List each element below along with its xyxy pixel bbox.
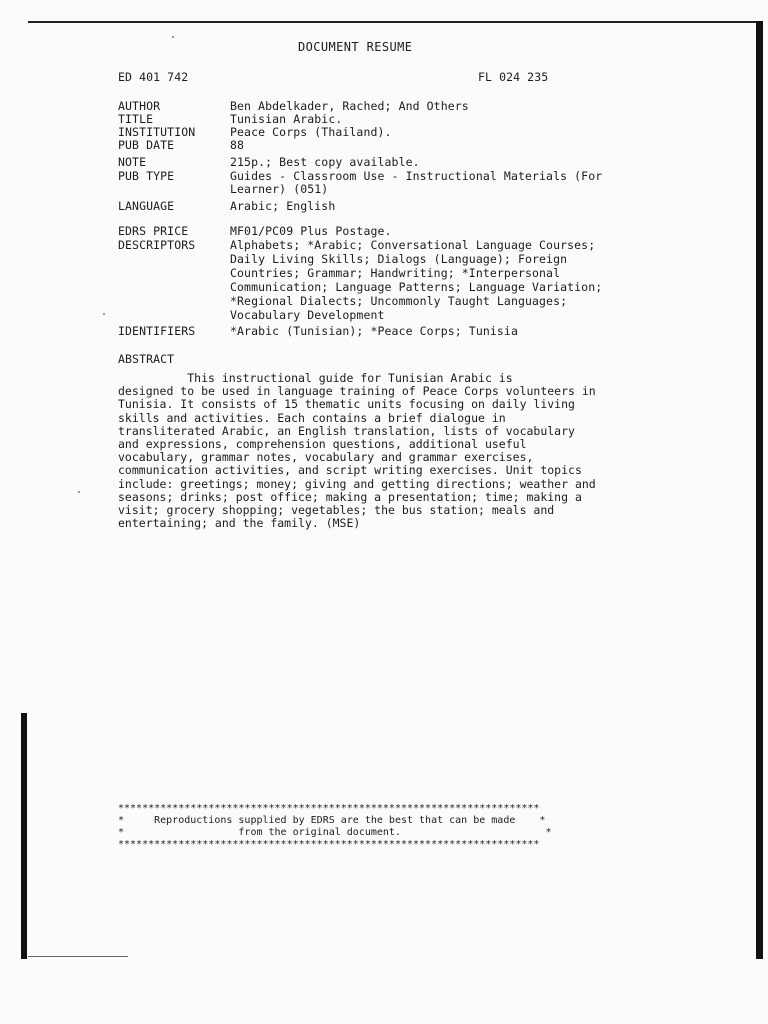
notice-line: * Reproductions supplied by EDRS are the best that can be made * (118, 815, 546, 826)
field-value-pub-type-line2: Learner) (051) (230, 182, 329, 196)
ed-number: ED 401 742 (118, 70, 189, 84)
field-label-pub-type: PUB TYPE (118, 169, 175, 183)
field-label-institution: INSTITUTION (118, 125, 196, 139)
field-label-language: LANGUAGE (118, 199, 175, 213)
abstract-label: ABSTRACT (118, 352, 175, 366)
field-value-identifiers: *Arabic (Tunisian); *Peace Corps; Tunisia (230, 324, 518, 338)
field-label-identifiers: IDENTIFIERS (118, 324, 196, 338)
scan-speck (78, 491, 80, 493)
field-label-note: NOTE (118, 155, 147, 169)
notice-border-top: ********************************************************************** (118, 803, 540, 814)
field-label-edrs-price: EDRS PRICE (118, 224, 189, 238)
abstract-line: This instructional guide for Tunisian Arabic is (118, 371, 513, 385)
notice-line: * from the original document. * (118, 827, 552, 838)
abstract-line: visit; grocery shopping; vegetables; the bus station; meals and (118, 503, 555, 518)
field-value-pub-date: 88 (230, 138, 245, 152)
document-heading: DOCUMENT RESUME (298, 40, 413, 54)
abstract-line: entertaining; and the family. (MSE) (118, 516, 361, 531)
fl-number: FL 024 235 (478, 70, 549, 84)
reproduction-notice (118, 803, 551, 851)
field-value-descriptors-line3: Countries; Grammar; Handwriting; *Interpersonal (230, 266, 561, 280)
right-scan-edge (756, 21, 763, 959)
abstract-line: transliterated Arabic, an English translation, lists of vocabulary (118, 423, 575, 438)
top-border-line (28, 21, 758, 23)
abstract-line: and expressions, comprehension questions, additional useful (118, 437, 527, 452)
abstract-body (118, 372, 618, 530)
abstract-line: vocabulary, grammar notes, vocabulary and grammar exercises, (118, 450, 534, 465)
field-value-language: Arabic; English (230, 199, 336, 213)
field-value-title: Tunisian Arabic. (230, 112, 343, 126)
field-label-pub-date: PUB DATE (118, 138, 175, 152)
field-value-edrs-price: MF01/PC09 Plus Postage. (230, 224, 392, 238)
field-value-descriptors-line4: Communication; Language Patterns; Language Variation; (230, 280, 603, 294)
abstract-line: include: greetings; money; giving and getting directions; weather and (118, 476, 596, 491)
field-value-note: 215p.; Best copy available. (230, 155, 420, 169)
abstract-line: seasons; drinks; post office; making a presentation; time; making a (118, 489, 582, 504)
field-value-descriptors-line1: Alphabets; *Arabic; Conversational Language Courses; (230, 238, 596, 252)
notice-border-bottom: ********************************************************************** (118, 839, 540, 850)
field-value-author: Ben Abdelkader, Rached; And Others (230, 99, 469, 113)
field-label-descriptors: DESCRIPTORS (118, 238, 196, 252)
field-value-descriptors-line6: Vocabulary Development (230, 308, 385, 322)
field-value-descriptors-line5: *Regional Dialects; Uncommonly Taught Languages; (230, 294, 568, 308)
bottom-scan-mark (28, 956, 128, 957)
left-scan-edge (21, 713, 27, 959)
scan-speck (103, 313, 105, 315)
abstract-line: Tunisia. It consists of 15 thematic units focusing on daily living (118, 397, 575, 412)
field-label-author: AUTHOR (118, 99, 161, 113)
abstract-line: skills and activities. Each contains a brief dialogue in (118, 410, 506, 425)
abstract-line: communication activities, and script writing exercises. Unit topics (118, 463, 582, 478)
scan-speck (172, 36, 174, 38)
abstract-line: designed to be used in language training of Peace Corps volunteers in (118, 384, 596, 399)
field-value-institution: Peace Corps (Thailand). (230, 125, 392, 139)
field-value-pub-type-line1: Guides - Classroom Use - Instructional Materials (For (230, 169, 603, 183)
field-value-descriptors-line2: Daily Living Skills; Dialogs (Language); Foreign (230, 252, 568, 266)
field-label-title: TITLE (118, 112, 154, 126)
